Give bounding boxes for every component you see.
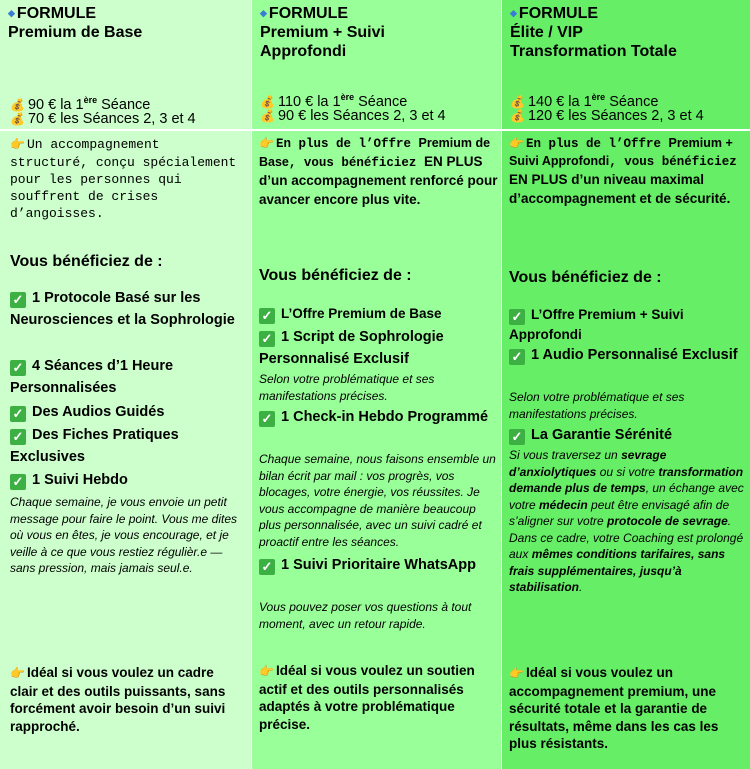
- benefit-item: ✓ 1 Suivi Prioritaire WhatsApp: [259, 554, 497, 576]
- benefit-item: ✓ 1 Script de Sophrologie Personnalisé Exclusif: [259, 329, 444, 367]
- plan-name: Premium de Base: [8, 24, 143, 42]
- benefit-item: ✓ 1 Suivi Hebdo: [10, 469, 242, 491]
- check-mark-icon: ✓: [10, 474, 26, 490]
- price-next-sessions: 💰 70 € les Séances 2, 3 et 4: [10, 111, 196, 127]
- plan-name: Premium + Suivi: [260, 24, 385, 42]
- benefit-item: ✓ L’Offre Premium de Base: [259, 303, 497, 325]
- money-bag-icon: 💰: [10, 97, 25, 112]
- pointing-hand-icon: 👉: [259, 664, 274, 678]
- plan-header: [8, 4, 247, 42]
- money-bag-icon: 💰: [260, 109, 275, 123]
- money-bag-icon: 💰: [260, 94, 275, 109]
- plan-intro: 👉 En plus de l’Offre Premium de Base, vous bénéficiez EN PLUS d’un accompagnement renforcé pour avancer encore plus vite.: [259, 136, 498, 207]
- small-blue-diamond-icon: ◆: [510, 8, 517, 19]
- plan-premium-suivi: [252, 0, 501, 769]
- pointing-hand-icon: 👉: [10, 138, 25, 152]
- benefit-description: Chaque semaine, nous faisons ensemble un bilan écrit par mail : vos progrès, vos blocages, votre énergie, vos réussites. Je vous accompagne de manière beaucoup plus personnalisée, avec un suivi cadré et proactif entre les séances.: [259, 452, 496, 549]
- check-mark-icon: ✓: [509, 429, 525, 445]
- pointing-hand-icon: 👉: [509, 137, 524, 151]
- benefit-item: ✓ 1 Audio Personnalisé Exclusif: [509, 344, 745, 366]
- check-mark-icon: ✓: [10, 406, 26, 422]
- header-divider: [0, 129, 750, 131]
- formule-label: FORMULE: [518, 5, 599, 22]
- benefit-item: ✓ Des Fiches Pratiques Exclusives: [10, 427, 179, 465]
- plan-header: ◆ FORMULE Premium + Suivi Approfondi: [260, 5, 385, 61]
- benefit-item: ✓ 4 Séances d’1 Heure Personnalisées: [10, 358, 174, 396]
- small-blue-diamond-icon: ◆: [260, 8, 267, 19]
- price-first-session: 💰 110 € la 1ère Séance: [260, 92, 408, 110]
- small-blue-diamond-icon: ◆: [8, 8, 15, 19]
- benefits-title: Vous bénéficiez de :: [509, 269, 662, 286]
- benefit-item: ✓ 1 Protocole Basé sur les Neurosciences et la Sophrologie: [10, 290, 235, 328]
- pointing-hand-icon: 👉: [259, 137, 274, 151]
- benefit-description: Selon votre problématique et ses manifestations précises.: [509, 390, 685, 421]
- formule-label: FORMULE: [16, 5, 97, 22]
- formule-label: FORMULE: [268, 5, 349, 22]
- benefit-description: Vous pouvez poser vos questions à tout moment, avec un retour rapide.: [259, 600, 472, 631]
- plan-elite-vip: [502, 0, 750, 769]
- price-first-session: 💰 140 € la 1ère Séance: [510, 92, 659, 110]
- plan-premium-base: [0, 0, 251, 769]
- check-mark-icon: ✓: [259, 331, 275, 347]
- check-mark-icon: ✓: [259, 308, 275, 324]
- money-bag-icon: 💰: [510, 109, 525, 123]
- column-divider: [501, 0, 502, 769]
- ideal-for: 👉 Idéal si vous voulez un soutien actif et des outils personnalisés adaptés à votre problématique précise.: [259, 663, 475, 732]
- price-next-sessions: 💰 120 € les Séances 2, 3 et 4: [510, 108, 704, 124]
- check-mark-icon: ✓: [10, 429, 26, 445]
- benefits-title: Vous bénéficiez de :: [259, 267, 412, 284]
- plan-name: Élite / VIP: [510, 24, 583, 42]
- money-bag-icon: 💰: [510, 94, 525, 109]
- money-bag-icon: 💰: [10, 112, 25, 126]
- plan-header: ◆ FORMULE Élite / VIP Transformation Totale: [510, 5, 677, 61]
- benefit-item: ✓ Des Audios Guidés: [10, 401, 242, 423]
- check-mark-icon: ✓: [259, 559, 275, 575]
- benefit-item: ✓ L’Offre Premium + Suivi Approfondi: [509, 307, 684, 342]
- benefit-description: Si vous traversez un sevrage d’anxiolytiques ou si votre transformation demande plus de temps, un échange avec votre médecin peut être envisagé afin de s’aligner sur votre protocole de sevrage. Dans ce cadre, votre Coaching est prolongé aux mêmes conditions tarifaires, sans frais supplémentaires, jusqu’à stabilisation.: [509, 448, 744, 594]
- check-mark-icon: ✓: [509, 309, 525, 325]
- benefits-title: Vous bénéficiez de :: [10, 253, 163, 270]
- price-first-session: 💰 90 € la 1ère Séance: [10, 95, 151, 113]
- benefit-item: ✓ La Garantie Sérénité: [509, 424, 745, 446]
- price-next-sessions: 💰 90 € les Séances 2, 3 et 4: [260, 108, 446, 124]
- pointing-hand-icon: 👉: [509, 666, 524, 680]
- benefit-item: ✓ 1 Check-in Hebdo Programmé: [259, 406, 497, 428]
- benefit-description: Selon votre problématique et ses manifestations précises.: [259, 372, 435, 403]
- check-mark-icon: ✓: [10, 292, 26, 308]
- check-mark-icon: ✓: [509, 349, 525, 365]
- column-divider: [251, 0, 252, 769]
- plan-intro: 👉 Un accompagnement structuré, conçu spécialement pour les personnes qui souffrent de crises d’angoisses.: [10, 137, 237, 221]
- benefit-description: Chaque semaine, je vous envoie un petit message pour faire le point. Vous me dites où vous en êtes, je vous encourage, et je veille à ce que vous restiez régulièr.e — sans pression, mais jamais seul.e.: [10, 495, 238, 575]
- check-mark-icon: ✓: [259, 411, 275, 427]
- ideal-for: 👉 Idéal si vous voulez un cadre clair et des outils puissants, sans forcément avoir besoin d’un suivi rapproché.: [10, 665, 226, 734]
- pointing-hand-icon: 👉: [10, 666, 25, 680]
- check-mark-icon: ✓: [10, 360, 26, 376]
- ideal-for: 👉 Idéal si vous voulez un accompagnement premium, une sécurité totale et la garantie de résultats, même dans les cas les plus résistants.: [509, 665, 719, 751]
- plan-intro: 👉 En plus de l’Offre Premium + Suivi Approfondi, vous bénéficiez EN PLUS d’un niveau maximal d’accompagnement et de sécurité.: [509, 136, 737, 206]
